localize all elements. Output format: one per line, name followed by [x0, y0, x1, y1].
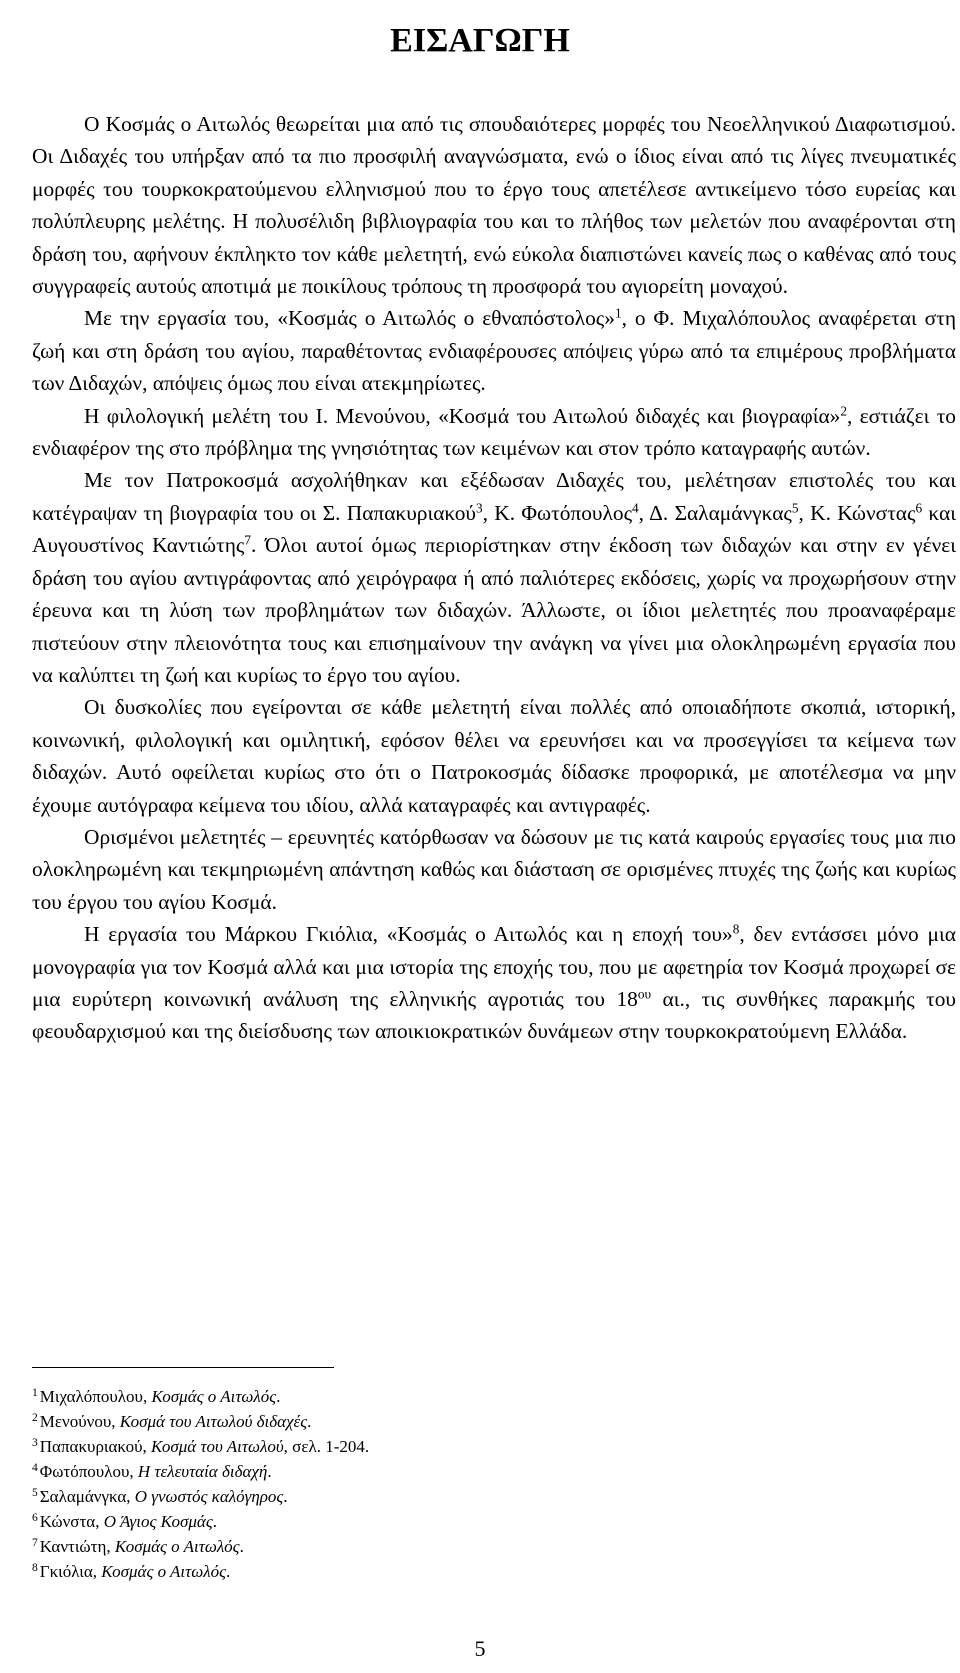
- footnote-separator: [32, 1367, 334, 1368]
- footnote: $^2$ Μενούνου, Κοσμά του Αιτωλού διδαχές.: [32, 1411, 312, 1431]
- paragraph: Οι δυσκολίες που εγείρονται σε κάθε μελετητή είναι πολλές από οποιαδήποτε σκοπιά, ιστορική, κοινωνική, φιλολογική και ομιλητική, εφόσον θέλει να ερευνήσει και να προσεγγίσει τα κείμενα των διδαχών. Αυτό οφείλεται κυρίως στο ότι ο Πατροκοσμάς δίδασκε προφορικά, με αποτέλεσμα να μην έχουμε αυτόγραφα κείμενα του ιδίου, αλλά καταγραφές και αντιγραφές.: [32, 695, 956, 817]
- paragraph: Η φιλολογική μελέτη του Ι. Μενούνου, «Κοσμά του Αιτωλού διδαχές και βιογραφία»$^2$, εστιάζει το ενδιαφέρον της στο πρόβλημα της γνησιότητας των κειμένων και στον τρόπο καταγραφής αυτών.: [32, 403, 956, 461]
- footnote-ref: 8: [732, 921, 740, 937]
- page-number: 5: [474, 1636, 486, 1661]
- footnote-ref: 3: [476, 500, 483, 516]
- paragraph: Ο Κοσμάς ο Αιτωλός θεωρείται μια από τις σπουδαιότερες μορφές του Νεοελληνικού Διαφωτισμού. Οι Διδαχές του υπήρξαν από τα πιο προσφιλή αναγνώσματα, ενώ ο ίδιος είναι από τις λίγες πνευματικές μορφές του τουρκοκρατούμενου ελληνισμού που το έργο τους απετέλεσε αντικείμενο τόσο ευρείας και πολύπλευρης μελέτης. Η πολυσέλιδη βιβλιογραφία του και το πλήθος των μελετών που αναφέρονται στη δράση του, αφήνουν έκπληκτο τον κάθε μελετητή, ενώ εύκολα διαπιστώνει κανείς πως ο καθένας από τους συγγραφείς αυτούς αποτιμά με ποικίλους τρόπους τη προσφορά του αγιορείτη μοναχού.: [32, 112, 956, 299]
- footnote-ref: 7: [244, 532, 251, 548]
- footnote: $^4$ Φωτόπουλου, Η τελευταία διδαχή.: [32, 1461, 272, 1481]
- paragraph: Με τον Πατροκοσμά ασχολήθηκαν και εξέδωσαν Διδαχές του, μελέτησαν επιστολές του και κατέγραψαν τη βιογραφία του οι Σ. Παπακυριακού$^3$, Κ. Φωτόπουλος$^4$, Δ. Σαλαμάνγκας$^5$, Κ. Κώνστας$^6$ και Αυγουστίνος Καντιώτης$^7$. Όλοι αυτοί όμως περιορίστηκαν στην έκδοση των διδαχών και στην εν γένει δράση του αγίου αντιγράφοντας από χειρόγραφα ή από παλιότερες εκδόσεις, χωρίς να προχωρήσουν στην έρευνα και τη λύση των προβλημάτων των διδαχών. Άλλωστε, οι ίδιοι μελετητές που προαναφέραμε πιστεύουν στην πλειονότητα τους και επισημαίνουν την ανάγκη να γίνει μια ολοκληρωμένη εργασία που να καλύπτει τη ζωή και κυρίως το έργο του αγίου.: [32, 468, 957, 687]
- footnote: $^3$ Παπακυριακού, Κοσμά του Αιτωλού, σελ. 1-204.: [32, 1436, 370, 1456]
- footnote-ref: 6: [915, 500, 923, 516]
- footnote-ref: 4: [632, 500, 639, 516]
- ordinal-superscript: ου: [637, 986, 652, 1002]
- body-text: [32, 108, 956, 1048]
- footnotes: [32, 1384, 932, 1584]
- footnote-ref: 2: [840, 403, 847, 419]
- paragraph: Με την εργασία του, «Κοσμάς ο Αιτωλός ο εθναπόστολος»$^1$, ο Φ. Μιχαλόπουλος αναφέρεται στη ζωή και στη δράση του αγίου, παραθέτοντας ενδιαφέρουσες απόψεις γύρω από τα επιμέρους προβλήματα των Διδαχών, απόψεις όμως που είναι ατεκμηρίωτες.: [32, 306, 956, 396]
- paragraph: Ορισμένοι μελετητές – ερευνητές κατόρθωσαν να δώσουν με τις κατά καιρούς εργασίες τους μια πιο ολοκληρωμένη και τεκμηριωμένη απάντηση καθώς και διάσταση σε ορισμένες πτυχές της ζωής και κυρίως του έργου του αγίου Κοσμά.: [32, 824, 956, 914]
- footnote-ref: 5: [791, 500, 799, 516]
- footnote: $^8$ Γκιόλια, Κοσμάς ο Αιτωλός.: [32, 1561, 231, 1581]
- paragraph: Η εργασία του Μάρκου Γκιόλια, «Κοσμάς ο Αιτωλός και η εποχή του»$^8$, δεν εντάσσει μόνο μια μονογραφία για τον Κοσμά αλλά και μια ιστορία της εποχής του, που με αφετηρία τον Κοσμά προχωρεί σε μια ευρύτερη κοινωνική ανάλυση της ελληνικής αγροτιάς του $18^{o\upsilon}$ αι., τις συνθήκες παρακμής του φεουδαρχισμού και της διείσδυσης των αποικιοκρατικών δυνάμεων στην τουρκοκρατούμενη Ελλάδα.: [32, 921, 956, 1044]
- footnote-ref: 1: [614, 306, 622, 322]
- footnote: $^1$ Μιχαλόπουλου, Κοσμάς ο Αιτωλός.: [32, 1386, 281, 1406]
- footnote: $^6$ Κώνστα, Ο Άγιος Κοσμάς.: [32, 1511, 217, 1531]
- footnote: $^5$ Σαλαμάνγκα, Ο γνωστός καλόγηρος.: [32, 1486, 288, 1506]
- page-title: ΕΙΣΑΓΩΓΗ: [390, 21, 570, 59]
- footnote: $^7$ Καντιώτη, Κοσμάς ο Αιτωλός.: [32, 1536, 244, 1556]
